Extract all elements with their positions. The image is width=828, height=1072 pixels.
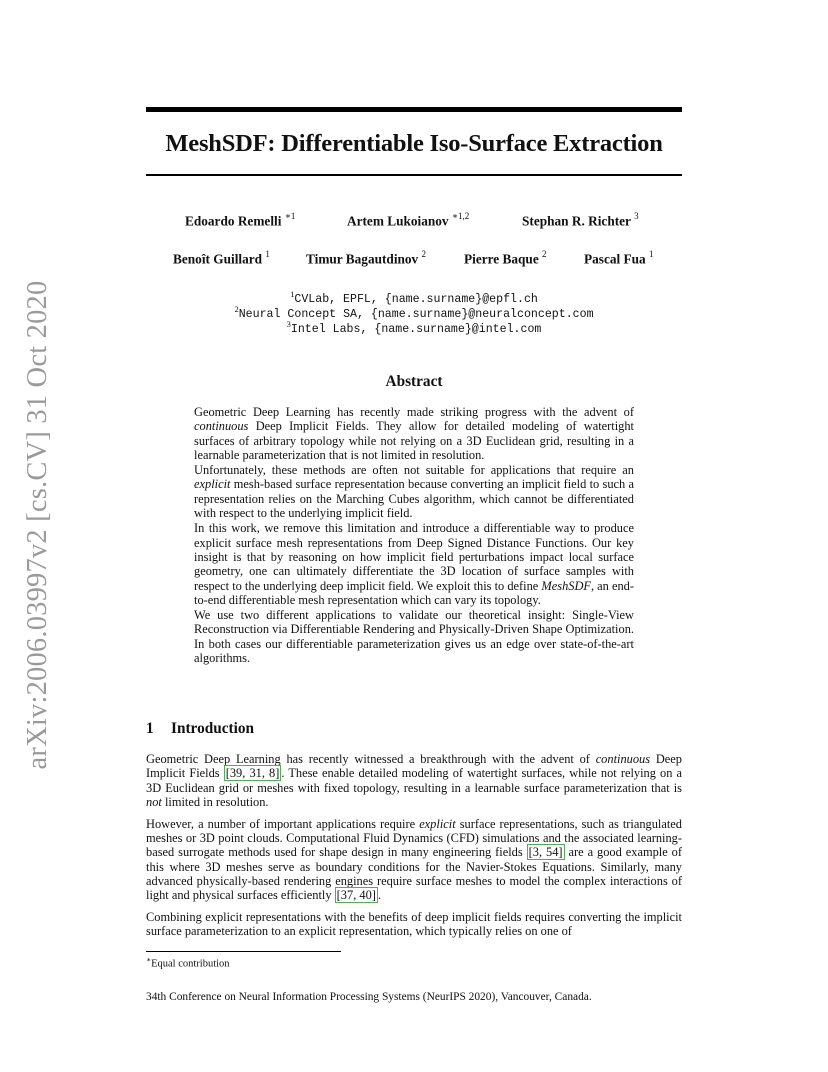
affiliation-1: $^1$CVLab, EPFL, {name.surname}@epfl.ch xyxy=(290,289,538,306)
author-bagautdinov: Timur Bagautdinov $^2$ xyxy=(306,249,427,267)
footnote-rule xyxy=(146,951,341,952)
title-bottom-rule xyxy=(146,174,682,176)
section-heading-introduction: 1 Introduction xyxy=(146,720,255,737)
abstract-heading: Abstract xyxy=(385,373,443,390)
abstract-paragraph-4: We use two different applications to validate our theoretical insight: Single-View Reconstruction via Differentiable Rendering and Physically-Driven Shape Optimization. In both cases our differentiable parameterization gives us an edge over state-of-the-art algorithms. xyxy=(194,608,634,666)
citation-link[interactable]: [37, 40] xyxy=(336,888,376,903)
abstract-paragraph-3: In this work, we remove this limitation and introduce a differentiable way to produce explicit surface mesh representations from Deep Signed Distance Functions. Our key insight is that by reasoning on how implicit field perturbations impact local surface geometry, one can ultimately differentiate the 3D location of surface samples with respect to the underlying deep implicit field. We exploit this to define MeshSDF, an end-to-end differentiable mesh representation which can vary its topology. xyxy=(194,521,634,607)
author-fua: Pascal Fua $^1$ xyxy=(584,249,654,267)
author-guillard: Benoît Guillard $^1$ xyxy=(173,249,270,267)
title-top-rule xyxy=(146,107,682,112)
citation-link[interactable]: [3, 54] xyxy=(528,845,563,860)
intro-paragraph-2: However, a number of important applications require explicit surface representations, such as triangulated meshes or 3D point clouds. Computational Fluid Dynamics (CFD) simulations and the associated learning-based surrogate methods used for shape design in many engineering fields [3, 54] are a good example of this where 3D meshes serve as boundary conditions for the Navier-Stokes Equations. Similarly, many advanced physically-based rendering engines require surface meshes to model the complex interactions of light and physical surfaces efficiently [37, 40] . xyxy=(146,816,682,903)
arxiv-stamp-text: arXiv:2006.03997v2 [cs.CV] 31 Oct 2020 xyxy=(22,280,53,770)
author-richter: Stephan R. Richter $^3$ xyxy=(522,211,639,229)
author-baque: Pierre Baque $^2$ xyxy=(464,249,547,267)
author-remelli: Edoardo Remelli $^{∗1}$ xyxy=(185,211,296,229)
abstract-body xyxy=(194,405,634,666)
author-lukoianov: Artem Lukoianov $^{∗1,2}$ xyxy=(347,211,470,229)
affiliation-3: $^3$Intel Labs, {name.surname}@intel.com xyxy=(286,319,542,336)
citation-link[interactable]: [39, 31, 8] xyxy=(225,766,280,781)
affiliation-2: $^2$Neural Concept SA, {name.surname}@neuralconcept.com xyxy=(234,304,594,321)
intro-paragraph-3: Combining explicit representations with the benefits of deep implicit fields requires converting the implicit surface parameterization to an explicit representation, which typically relies on one of xyxy=(146,909,682,939)
conference-footer: 34th Conference on Neural Information Processing Systems (NeurIPS 2020), Vancouver, Canada. xyxy=(146,991,592,1003)
abstract-paragraph-2: Unfortunately, these methods are often not suitable for applications that require an explicit mesh-based surface representation because converting an implicit field to such a representation relies on the Marching Cubes algorithm, which cannot be differentiated with respect to the underlying implicit field. xyxy=(194,463,634,521)
abstract-paragraph-1: Geometric Deep Learning has recently made striking progress with the advent of continuous Deep Implicit Fields. They allow for detailed modeling of watertight surfaces of arbitrary topology while not relying on a 3D Euclidean grid, resulting in a learnable parameterization that is not limited in resolution. xyxy=(194,405,634,462)
introduction-body xyxy=(146,752,682,946)
arxiv-stamp xyxy=(18,280,58,770)
footnote: ∗Equal contribution xyxy=(146,955,230,970)
intro-paragraph-1: Geometric Deep Learning has recently witnessed a breakthrough with the advent of continuous Deep Implicit Fields [39, 31, 8] . These enable detailed modeling of watertight surfaces, while not relying on a 3D Euclidean grid or meshes with fixed topology, resulting in a learnable surface parameterization that is not limited in resolution. xyxy=(146,752,683,809)
paper-title: MeshSDF: Differentiable Iso-Surface Extraction xyxy=(165,130,663,157)
